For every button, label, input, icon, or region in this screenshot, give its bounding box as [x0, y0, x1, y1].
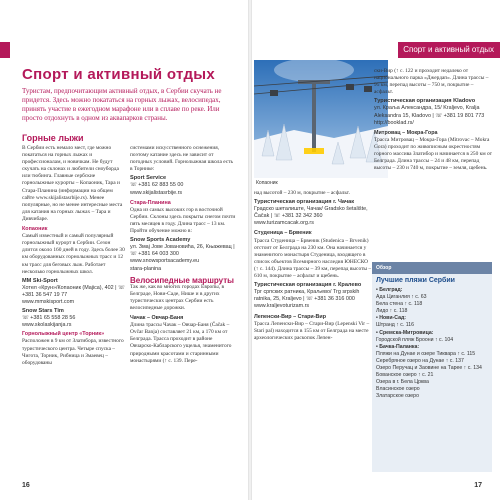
- mitrovac-heading: Митровац – Мокра-Гора: [374, 129, 438, 136]
- beach-item: [376, 344, 488, 351]
- beach-name: Златарское озеро: [376, 393, 419, 400]
- left-column-1: [22, 145, 125, 367]
- beach-name: Власинское озеро: [376, 386, 420, 393]
- mmski-name: MM Ski-Sport: [22, 277, 58, 284]
- beach-name: Озера в г. Бела Црква: [376, 379, 429, 386]
- stara-heading: Стара-Планина: [130, 199, 171, 206]
- beach-city: • Белград:: [376, 287, 403, 293]
- sport-service-name: Sport Service: [130, 175, 167, 182]
- beach-name: Ада Циганлия ↑ с. 63: [376, 294, 427, 301]
- beach-item: [376, 351, 488, 358]
- sport-service-info: ☏ +381 62 883 55 00: [130, 182, 184, 189]
- studenica-text: Трасса Студеница – Брвеник (Studenica – Brvenik) отстоит от Белграда на 230 км. Она начинается у знаменитого монастыря Студеница, входящего в список объектов Всемирного наследия ЮНЕСКО (↑ с. 144). Длина трассы – 39 км, перепад высоты – 610 м, покрытие – асфальт и щебень.: [254, 237, 372, 280]
- kopaonik-text: Самый известный и самый популярный горнолыжный курорт в Сербии. Сезон длится около 160 дней в году. Здесь более 30 км оборудованных горнолыжных трасс и 12 км трасс для беговых лыж. Работает несколько горнолыжных школ.: [22, 233, 125, 275]
- col2-top-text: ски-Вир (↑ с. 122 и проходит недалеко от национального парка «Джердап». Длина трассы – 95 км, перепад высоты – 750 м, покрытие – асфальт.: [374, 68, 489, 96]
- mmski-site[interactable]: www.mmskisport.com: [22, 298, 75, 305]
- beach-name: Бованское озеро ↑ с. 21: [376, 372, 434, 379]
- beach-item: [376, 379, 488, 386]
- snow-academy-info: ул. Змај Јове Јовановића, 26, Књажевац | ☏ +381 64 003 300: [130, 244, 235, 258]
- col2-text: системами искусственного оснежения, поэтому катание здесь не зависит от погодных условий. Горнолыжная школа есть в Торнике:: [130, 145, 233, 173]
- right-page: [252, 0, 500, 500]
- sport-service-site[interactable]: www.skijalistasrbije.rs: [130, 189, 183, 196]
- intro-paragraph: Туристам, предпочитающим активный отдых, в Сербии скучать не придется. Здесь можно покататься на горных лыжах, велосипедах, принять участие в ежегодном марафоне или в сплаве по реке. Или просто отдохнуть в одном из аквапарков страны.: [22, 87, 222, 122]
- beaches-box: [372, 262, 492, 472]
- snow-academy-name: Snow Sports Academy: [130, 237, 191, 244]
- beach-name: Штранд ↑ с. 116: [376, 322, 415, 329]
- beach-item: [376, 372, 488, 379]
- lepenski-text: Трасса Лепенски-Вир – Стари-Вир (Lepenski Vir – Stari pal) находится в 155 км от Белграда на месте археологических раскопок Лепен-: [254, 320, 370, 341]
- beach-item: [376, 308, 488, 315]
- stara-text: Одна из самых высоких гор в восточной Сербии. Склоны здесь покрыты снегом почти пять месяцев в году. Длина трасс – 13 км. Пройти обучение можно в:: [130, 206, 236, 235]
- beach-name: Бела стена ↑ с. 118: [376, 301, 423, 308]
- photo-caption: Копаоник: [256, 180, 278, 186]
- right-column-1: [254, 190, 372, 342]
- left-page: [0, 0, 248, 500]
- mmski-info: Хотел «Крун»/Копаоник (Majica), 402 | ☏ +381 36 547 19 77: [22, 284, 125, 298]
- kopaonik-photo: [254, 60, 388, 178]
- beaches-box-title: Лучшие пляжи Сербии: [376, 277, 455, 284]
- beach-item: [376, 386, 488, 393]
- beach-name: Серебряное озеро на Дунае ↑ с. 137: [376, 357, 464, 364]
- beach-item: [376, 294, 488, 301]
- tourist-kladovo-site[interactable]: http://booklad.rs/: [374, 119, 414, 126]
- beach-item: [376, 358, 488, 365]
- beach-item: [376, 322, 488, 329]
- beach-city: • Сремска-Митровица:: [376, 329, 434, 336]
- page-title: Спорт и активный отдых: [22, 66, 216, 83]
- bike-text: Так же, как во многих городах Европы, в Белграде, Нови-Саде, Нише и в других туристических центрах Сербии есть велосипедные дорожки.: [130, 283, 224, 311]
- tourist-chachak-info: Градско шеталиште, Чачак/ Gradsko šetalište, Čačak | ☏ +381 32 342 360: [254, 206, 368, 220]
- ski-lift-illustration: [254, 60, 388, 178]
- tornik-heading: Горнолыжный центр «Торник»: [22, 331, 105, 338]
- page-number-right: 17: [474, 482, 482, 489]
- col1-top-text: над высотой – 230 м, покрытие – асфальт.: [254, 190, 350, 196]
- page-number-left: 16: [22, 482, 30, 489]
- bike-heading: Велосипедные маршруты: [130, 275, 234, 285]
- tourist-kraljevo-info: Трг српских ратника, Краљево/ Trg srpskih ratnika, 25, Kraljevo | ☏ +381 36 316 000: [254, 289, 360, 303]
- beaches-list: [372, 287, 492, 401]
- stara-site[interactable]: stara-planina: [130, 265, 162, 272]
- beach-name: Лидо ↑ с. 118: [376, 308, 408, 315]
- lepenski-heading: Лепенски-Вир – Стари-Вир: [254, 313, 327, 320]
- beach-item: [376, 337, 488, 344]
- beach-item: [376, 301, 488, 308]
- skiing-text: В Сербии есть немало мест, где можно покататься на горных лыжах и профессионалам, и новичкам. Не будут скучать на склонах и любители сноуборда или тюбинга. Главные сербские горнолыжные курорты – Копаоник, Тара и Стара-Планина (информации на общем сайте www.skijalistasrbije.rs). Менее популярные, но не менее интересные места для катания на горных лыжах – Тара и Дивчибаре.: [22, 145, 123, 222]
- snowstars-site[interactable]: www.skolaskijanja.rs: [22, 322, 72, 329]
- beach-item: [376, 330, 488, 337]
- beach-item: [376, 315, 488, 322]
- studenica-heading: Студеница – Брвеник: [254, 230, 312, 237]
- tourist-kraljevo-site[interactable]: www.kraljevoturizam.rs: [254, 303, 310, 310]
- tourist-kladovo-info: ул. Краља Александра, 15/ Kraljevo, Kralja Aleksandra 15, Kladovo | ☏ +381 19 801 773: [374, 105, 485, 119]
- tourist-kladovo-name: Туристическая организация Kladovo: [374, 98, 476, 105]
- left-column-2: [130, 145, 236, 365]
- beach-item: [376, 287, 488, 294]
- beach-name: Озеро Перучац и Заовине на Тарее ↑ с. 134: [376, 365, 482, 372]
- kopaonik-heading: Копаоник: [22, 226, 48, 233]
- skiing-heading: Горные лыжи: [22, 133, 84, 143]
- tornik-text: Расположен в 9 км от Златибора, известного туристического центра. Четыре спуска – Чигота, Торник, Рибница и Змаевец – оборудованы: [22, 338, 124, 366]
- beaches-box-head: Обзор: [372, 262, 492, 274]
- beach-item: [376, 393, 488, 400]
- beach-name: Пляжи на Дунае и озере Тиквара ↑ с. 115: [376, 350, 476, 357]
- snowstars-info: ☏ +381 65 558 28 56: [22, 315, 76, 322]
- tourist-chachak-site[interactable]: www.turizamcacak.org.rs: [254, 220, 314, 227]
- snow-academy-site[interactable]: www.snowsportsacademy.eu: [130, 258, 200, 265]
- chachak-text: Длина трассы Чачак – Овчар-Баня (Čačak – Ovčar Banja) составляет 21 км, а 170 км от Белграда. Трасса проходит в районе Овчарско-Кабларского ущелья, знаменитого природными красотами и старинными монастырями (↑ с. 139. Пере-: [130, 322, 232, 364]
- section-label: Спорт и активный отдых: [398, 42, 500, 58]
- chachak-heading: Чачак – Овчар-Баня: [130, 315, 184, 322]
- mitrovac-text: Трасса Митровац – Мокра-Гора (Mitrovac – Mokra Gora) проходит по живописным окрестностям горного массива Златибор и начинается в 250 км от Белграда. Длина трассы – 24 и 48 км, перепад высоты – 230 и 740 м, покрытие – земля, щебень.: [374, 136, 492, 172]
- beach-city: • Нови-Сад:: [376, 315, 406, 322]
- snowstars-name: Snow Stars Tim: [22, 308, 64, 315]
- right-column-2: [374, 68, 492, 172]
- beach-city: • Бачка-Паланка:: [376, 343, 420, 350]
- section-marker: [0, 42, 10, 58]
- beach-name: Городской пляж Броони ↑ с. 104: [376, 336, 454, 343]
- tourist-kraljevo-name: Туристическая организация г. Кралево: [254, 282, 362, 289]
- beach-item: [376, 365, 488, 372]
- tourist-chachak-name: Туристическая организация г. Чачак: [254, 199, 355, 206]
